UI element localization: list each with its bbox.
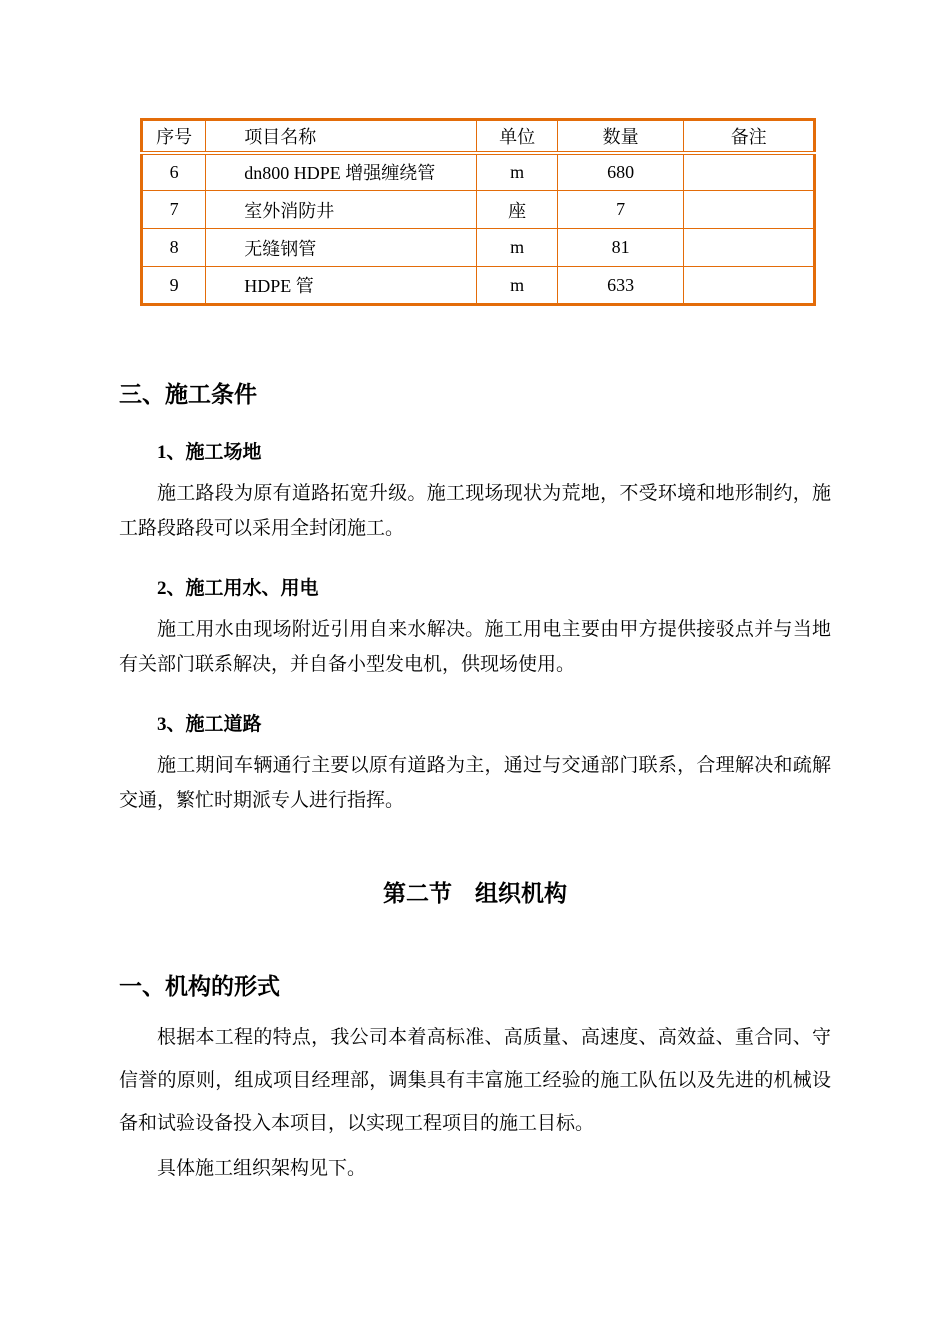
table-cell-item-name: dn800 HDPE 增强缠绕管 xyxy=(206,153,477,191)
table-cell-quantity: 680 xyxy=(557,153,684,191)
table-cell-remarks xyxy=(684,191,815,229)
table-cell-index: 9 xyxy=(142,267,206,305)
column-header-remarks: 备注 xyxy=(684,120,815,153)
table-cell-unit: m xyxy=(477,267,557,305)
paragraph-water-power: 施工用水由现场附近引用自来水解决。施工用电主要由甲方提供接驳点并与当地有关部门联系解决，并自备小型发电机，供现场使用。 xyxy=(119,619,831,675)
table-cell-item-name: 无缝钢管 xyxy=(206,229,477,267)
column-header-quantity: 数量 xyxy=(557,120,684,153)
section-heading-organization: 第二节 组织机构 xyxy=(383,881,567,906)
section-heading-construction-conditions: 三、施工条件 xyxy=(119,382,257,407)
column-header-unit: 单位 xyxy=(477,120,557,153)
table-cell-quantity: 633 xyxy=(557,267,684,305)
table-cell-item-name: 室外消防井 xyxy=(206,191,477,229)
table-row xyxy=(142,229,815,267)
paragraph-org-structure-note: 具体施工组织架构见下。 xyxy=(157,1158,367,1179)
subsection-heading-roads: 3、施工道路 xyxy=(157,714,262,735)
paragraph-roads: 施工期间车辆通行主要以原有道路为主，通过与交通部门联系，合理解决和疏解交通，繁忙时期派专人进行指挥。 xyxy=(119,755,831,811)
paragraph-org-form: 根据本工程的特点，我公司本着高标准、高质量、高速度、高效益、重合同、守信誉的原则，组成项目经理部，调集具有丰富施工经验的施工队伍以及先进的机械设备和试验设备投入本项目，以实现工程项目的施工目标。 xyxy=(119,1027,831,1134)
table-row xyxy=(142,191,815,229)
table-cell-quantity: 7 xyxy=(557,191,684,229)
column-header-item-name: 项目名称 xyxy=(206,120,477,153)
table-cell-unit: 座 xyxy=(477,191,557,229)
table-cell-index: 8 xyxy=(142,229,206,267)
paragraph-site: 施工路段为原有道路拓宽升级。施工现场现状为荒地，不受环境和地形制约，施工路段路段可以采用全封闭施工。 xyxy=(119,483,831,539)
column-header-index: 序号 xyxy=(142,120,206,153)
table-cell-remarks xyxy=(684,267,815,305)
table-cell-index: 7 xyxy=(142,191,206,229)
table-cell-unit: m xyxy=(477,229,557,267)
table-row xyxy=(142,153,815,191)
table-cell-remarks xyxy=(684,229,815,267)
table-cell-unit: m xyxy=(477,153,557,191)
table-cell-remarks xyxy=(684,153,815,191)
table-cell-item-name: HDPE 管 xyxy=(206,267,477,305)
table-cell-index: 6 xyxy=(142,153,206,191)
table-header-row xyxy=(142,120,815,153)
section-heading-org-form: 一、机构的形式 xyxy=(119,974,280,999)
table-row xyxy=(142,267,815,305)
quantities-table xyxy=(140,118,816,306)
subsection-heading-water-power: 2、施工用水、用电 xyxy=(157,578,319,599)
subsection-heading-site: 1、施工场地 xyxy=(157,442,262,463)
table-cell-quantity: 81 xyxy=(557,229,684,267)
